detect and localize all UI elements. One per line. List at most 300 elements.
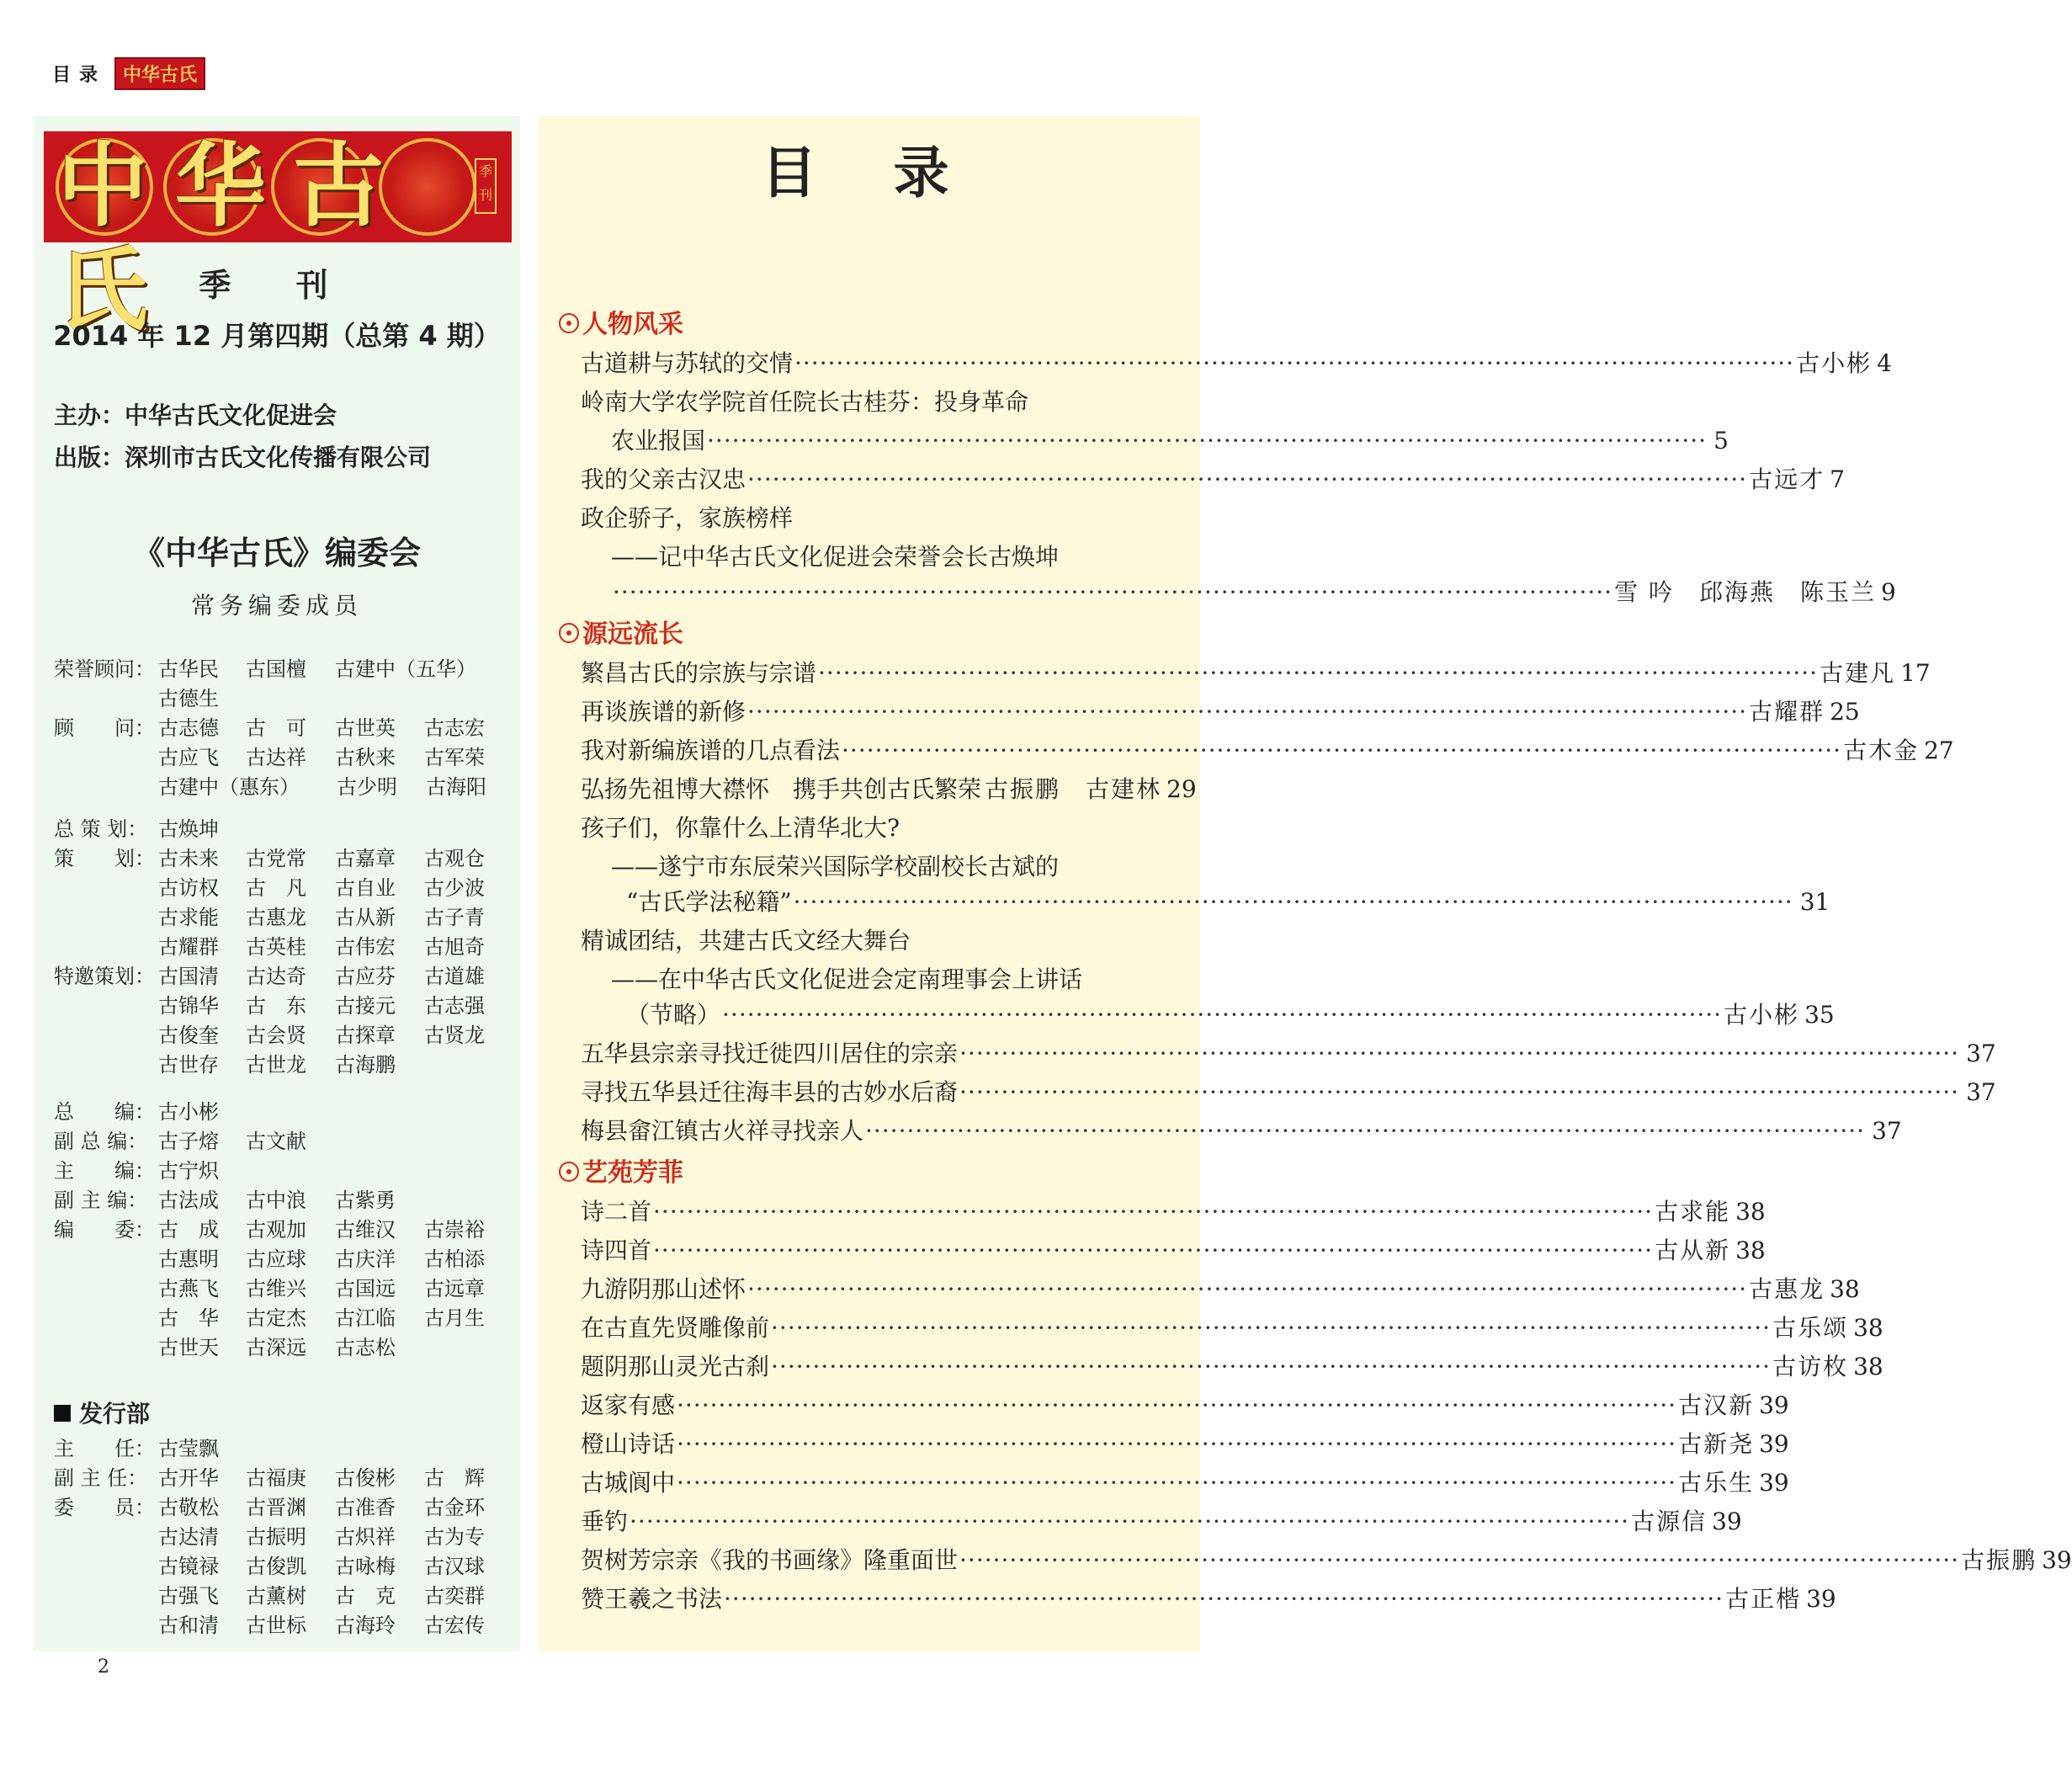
toc-entry bbox=[581, 1194, 1766, 1227]
staff-names bbox=[158, 714, 513, 743]
board-group-planning bbox=[54, 815, 525, 1080]
staff-row bbox=[54, 1021, 525, 1050]
staff-row bbox=[54, 1333, 525, 1363]
toc-leader bbox=[771, 1314, 1771, 1342]
staff-name: 古访权 bbox=[158, 876, 219, 900]
toc-entry-title: 诗二首 bbox=[581, 1198, 652, 1226]
square-bullet-icon bbox=[54, 1405, 71, 1422]
toc-leader bbox=[653, 1237, 1653, 1264]
staff-names bbox=[158, 1333, 424, 1363]
toc-entry-continuation: 农业报国 bbox=[611, 427, 706, 455]
staff-names bbox=[158, 655, 513, 684]
staff-name: 古维汉 bbox=[335, 1218, 396, 1242]
staff-role bbox=[54, 1021, 158, 1050]
staff-name: 古子青 bbox=[424, 906, 485, 929]
staff-role bbox=[54, 773, 158, 802]
staff-names bbox=[158, 903, 513, 933]
publisher-line: 出版：深圳市古氏文化传播有限公司 bbox=[54, 444, 432, 471]
toc-leader bbox=[677, 1391, 1676, 1419]
staff-name: 古观仓 bbox=[424, 847, 485, 870]
toc-leader bbox=[794, 888, 1793, 916]
staff-role bbox=[54, 1582, 158, 1611]
toc-section-heading bbox=[559, 613, 683, 650]
staff-role: 总 策 划： bbox=[54, 817, 148, 841]
staff-name: 古志松 bbox=[335, 1336, 396, 1359]
toc-section-name: 艺苑芳菲 bbox=[582, 1158, 683, 1188]
staff-row bbox=[54, 874, 525, 903]
toc-entry bbox=[581, 1310, 1883, 1343]
toc-entry bbox=[581, 345, 1892, 379]
toc-section-name: 源远流长 bbox=[582, 620, 683, 649]
staff-row bbox=[54, 1552, 525, 1582]
staff-role bbox=[54, 1274, 158, 1304]
staff-row bbox=[54, 815, 525, 844]
toc-entry-title: 赞王羲之书法 bbox=[581, 1585, 723, 1613]
staff-names bbox=[158, 992, 513, 1021]
staff-name: 古从新 bbox=[335, 906, 396, 929]
staff-name: 古汉球 bbox=[424, 1555, 485, 1578]
toc-leader bbox=[747, 698, 1747, 726]
staff-role: 副 主 编： bbox=[54, 1189, 148, 1212]
staff-name: 古 克 bbox=[335, 1584, 396, 1608]
staff-name: 古达奇 bbox=[246, 965, 306, 988]
staff-name: 古贤龙 bbox=[424, 1024, 485, 1047]
staff-row bbox=[54, 903, 525, 933]
toc-entry-page: 38 bbox=[1853, 1353, 1883, 1380]
toc-entry bbox=[611, 574, 1896, 608]
staff-name: 古志德 bbox=[158, 716, 219, 740]
staff-names bbox=[158, 1245, 513, 1274]
toc-entry-title: 政企骄子，家族榜样 bbox=[581, 504, 794, 532]
staff-names bbox=[158, 1493, 513, 1523]
staff-role bbox=[54, 1050, 158, 1080]
toc-entry-author: 古建凡 bbox=[1820, 659, 1896, 687]
staff-role: 总 编： bbox=[54, 1100, 155, 1124]
staff-row bbox=[54, 655, 525, 684]
toc-entry-page: 25 bbox=[1830, 698, 1860, 726]
staff-name: 古奕群 bbox=[424, 1584, 485, 1608]
board-group-editors bbox=[54, 1098, 525, 1363]
toc-leader bbox=[677, 1430, 1676, 1458]
toc-entry-continuation: “古氏学法秘籍” bbox=[626, 888, 792, 916]
toc-entry bbox=[626, 884, 1830, 917]
staff-names bbox=[158, 1215, 513, 1245]
staff-name: 古自业 bbox=[335, 876, 396, 900]
staff-name: 古法成 bbox=[158, 1189, 219, 1212]
staff-name: 古宏传 bbox=[424, 1614, 485, 1637]
staff-role: 副 总 编： bbox=[54, 1130, 148, 1153]
staff-name: 古世龙 bbox=[246, 1053, 306, 1077]
toc-entry bbox=[581, 1348, 1883, 1382]
staff-role: 委 员： bbox=[54, 1496, 155, 1519]
staff-name: 古定杰 bbox=[246, 1306, 306, 1330]
toc-entry-author: 古耀群 bbox=[1749, 698, 1825, 726]
staff-name: 古准香 bbox=[335, 1496, 396, 1519]
toc-entry-title: 我的父亲古汉忠 bbox=[581, 465, 746, 493]
staff-names bbox=[158, 815, 246, 844]
section-bullet-icon bbox=[559, 313, 579, 333]
staff-name: 古燕飞 bbox=[158, 1277, 219, 1300]
toc-leader bbox=[613, 578, 1612, 606]
toc-entry-author: 古求能 bbox=[1655, 1198, 1731, 1226]
toc-leader bbox=[630, 1508, 1629, 1535]
distribution-title: 发行部 bbox=[54, 1396, 150, 1429]
toc-entry-page: 35 bbox=[1804, 1001, 1835, 1029]
staff-name: 古 辉 bbox=[424, 1466, 485, 1490]
toc-entry-page: 39 bbox=[1759, 1469, 1789, 1497]
staff-name: 古海玲 bbox=[335, 1614, 396, 1637]
staff-name: 古海鹏 bbox=[335, 1053, 396, 1077]
staff-name: 古柏添 bbox=[424, 1247, 485, 1271]
staff-name: 古德生 bbox=[158, 687, 219, 710]
toc-entry-title: 再谈族谱的新修 bbox=[581, 698, 746, 726]
toc-entry-page: 38 bbox=[1853, 1314, 1883, 1342]
staff-name: 古会贤 bbox=[246, 1024, 306, 1047]
toc-entry-title: 在古直先贤雕像前 bbox=[581, 1314, 770, 1342]
staff-role bbox=[54, 1245, 158, 1274]
staff-name: 古庆洋 bbox=[335, 1247, 396, 1271]
staff-role: 顾 问： bbox=[54, 716, 155, 740]
toc-entry-author: 古小彬 bbox=[1724, 1001, 1800, 1029]
staff-names bbox=[158, 1186, 424, 1215]
host-line: 主办：中华古氏文化促进会 bbox=[54, 402, 337, 429]
toc-leader bbox=[707, 427, 1707, 455]
staff-row bbox=[54, 1523, 525, 1552]
toc-title: 目 录 bbox=[761, 140, 978, 205]
staff-name: 古未来 bbox=[158, 847, 219, 870]
staff-name: 古文献 bbox=[246, 1130, 306, 1153]
toc-entry bbox=[581, 732, 1954, 766]
toc-entry-title: 古道耕与苏轼的交情 bbox=[581, 349, 794, 377]
toc-entry-author: 古乐生 bbox=[1678, 1469, 1755, 1497]
toc-entry-page: 37 bbox=[1966, 1078, 1996, 1106]
toc-entry-page: 39 bbox=[1759, 1391, 1789, 1419]
staff-name: 古远章 bbox=[424, 1277, 485, 1300]
staff-name: 古俊奎 bbox=[158, 1024, 219, 1047]
toc-entry-page: 38 bbox=[1735, 1198, 1766, 1226]
toc-entry-title: 孩子们，你靠什么上清华北大? bbox=[581, 814, 901, 842]
toc-leader bbox=[959, 1040, 1959, 1067]
staff-name: 古和清 bbox=[158, 1614, 219, 1637]
staff-name: 古探章 bbox=[335, 1024, 396, 1047]
staff-names bbox=[158, 743, 513, 773]
staff-names bbox=[158, 1021, 513, 1050]
toc-entry-page: 27 bbox=[1924, 737, 1954, 764]
staff-name: 古福庚 bbox=[246, 1466, 306, 1490]
staff-names bbox=[158, 962, 513, 992]
staff-name: 古旭奇 bbox=[424, 935, 485, 959]
toc-entry-author: 古惠龙 bbox=[1749, 1275, 1825, 1303]
staff-name: 古开华 bbox=[158, 1466, 219, 1490]
logo-text: 中华古氏 bbox=[57, 134, 412, 343]
toc-entry-page: 4 bbox=[1877, 349, 1892, 377]
toc-entry bbox=[581, 1271, 1860, 1305]
toc-entry bbox=[581, 461, 1845, 495]
staff-names bbox=[158, 1523, 513, 1552]
staff-row bbox=[54, 1050, 525, 1080]
toc-section-name: 人物风采 bbox=[582, 310, 683, 339]
toc-entry-title: 垂钓 bbox=[581, 1508, 629, 1535]
toc-entry-continuation: （节略） bbox=[626, 1001, 721, 1029]
toc-entry-title: 我对新编族谱的几点看法 bbox=[581, 737, 841, 764]
staff-name: 古锦华 bbox=[158, 994, 219, 1018]
staff-name: 古振明 bbox=[246, 1525, 306, 1549]
logo-seal: 季刊 bbox=[475, 158, 497, 214]
staff-name: 古俊彬 bbox=[335, 1466, 396, 1490]
distribution-group bbox=[54, 1434, 525, 1641]
toc-entry-page: 38 bbox=[1735, 1237, 1766, 1264]
staff-names bbox=[158, 1157, 246, 1186]
staff-row bbox=[54, 1582, 525, 1611]
toc-entry bbox=[581, 1542, 2072, 1576]
staff-role bbox=[54, 933, 158, 962]
staff-name: 古 可 bbox=[246, 716, 306, 740]
staff-name: 古求能 bbox=[158, 906, 219, 929]
toc-entry-title: 九游阴那山述怀 bbox=[581, 1275, 746, 1303]
frequency-label: 季 刊 bbox=[199, 266, 355, 304]
board-subtitle: 常务编委成员 bbox=[190, 592, 363, 620]
toc-leader bbox=[747, 1275, 1747, 1303]
staff-name: 古军荣 bbox=[424, 746, 485, 769]
staff-names bbox=[158, 874, 513, 903]
staff-name: 古世存 bbox=[158, 1053, 219, 1077]
staff-name: 古华民 bbox=[158, 657, 219, 681]
toc-entry bbox=[626, 997, 1835, 1030]
staff-name: 古小彬 bbox=[158, 1100, 219, 1124]
toc-entry bbox=[581, 1387, 1789, 1421]
staff-row bbox=[54, 1186, 525, 1215]
staff-names bbox=[158, 773, 515, 802]
toc-entry bbox=[611, 423, 1729, 456]
staff-role bbox=[54, 874, 158, 903]
toc-entry-title: 题阴那山灵光古刹 bbox=[581, 1353, 770, 1380]
staff-name: 古惠龙 bbox=[246, 906, 306, 929]
staff-row bbox=[54, 1127, 525, 1157]
toc-entry-subtitle: ——记中华古氏文化促进会荣誉会长古焕坤 bbox=[611, 543, 1060, 571]
staff-name: 古国檀 bbox=[246, 657, 306, 681]
toc-entry bbox=[581, 771, 1197, 805]
board-group-advisors bbox=[54, 655, 525, 802]
toc-entry-author: 古振鹏 古建林 bbox=[985, 775, 1162, 803]
staff-row bbox=[54, 1274, 525, 1304]
staff-role: 主 任： bbox=[54, 1437, 155, 1460]
masthead-panel bbox=[34, 116, 520, 1651]
staff-role bbox=[54, 1552, 158, 1582]
staff-name: 古应芬 bbox=[335, 965, 396, 988]
toc-entry-page: 5 bbox=[1713, 427, 1729, 455]
toc-entry-title: 古城阆中 bbox=[581, 1469, 676, 1497]
staff-name: 古世标 bbox=[246, 1614, 306, 1637]
staff-names bbox=[158, 1464, 513, 1493]
staff-name: 古国清 bbox=[158, 965, 219, 988]
staff-names bbox=[158, 844, 513, 874]
issue-line: 2014 年 12 月第四期（总第 4 期） bbox=[53, 320, 501, 352]
toc-entry-title: 岭南大学农学院首任院长古桂芬：投身革命 bbox=[581, 388, 1029, 416]
staff-name: 古咏梅 bbox=[335, 1555, 396, 1578]
staff-name: 古秋来 bbox=[335, 746, 396, 769]
staff-name: 古接元 bbox=[335, 994, 396, 1018]
toc-leader bbox=[677, 1469, 1676, 1497]
staff-name: 古敬松 bbox=[158, 1496, 219, 1519]
toc-entry-author: 古远才 bbox=[1749, 465, 1825, 493]
toc-entry-author: 古木金 bbox=[1843, 737, 1920, 764]
staff-row bbox=[54, 1434, 525, 1464]
toc-entry-author: 古汉新 bbox=[1678, 1391, 1755, 1419]
toc-leader bbox=[818, 659, 1818, 687]
staff-row bbox=[54, 1215, 525, 1245]
toc-leader bbox=[842, 737, 1841, 764]
toc-leader bbox=[794, 349, 1794, 377]
staff-role bbox=[54, 903, 158, 933]
header-badge: 中华古氏 bbox=[114, 57, 205, 90]
staff-name: 古宁炽 bbox=[158, 1159, 219, 1183]
toc-leader bbox=[724, 1585, 1724, 1613]
staff-role: 特邀策划： bbox=[54, 965, 155, 988]
staff-names bbox=[158, 1274, 513, 1304]
staff-name: 古 成 bbox=[158, 1218, 219, 1242]
toc-entry-title: 贺树芳宗亲《我的书画缘》隆重面世 bbox=[581, 1546, 959, 1574]
toc-entry-subtitle: ——遂宁市东辰荣兴国际学校副校长古斌的 bbox=[611, 853, 1060, 880]
staff-name: 古海阳 bbox=[426, 775, 486, 799]
toc-entry-title: 返家有感 bbox=[581, 1391, 676, 1419]
toc-entry bbox=[581, 1503, 1742, 1537]
staff-row bbox=[54, 1157, 525, 1186]
toc-leader bbox=[865, 1117, 1865, 1145]
toc-entry bbox=[581, 1581, 1836, 1614]
toc-entry-page: 9 bbox=[1880, 578, 1896, 606]
staff-names bbox=[158, 1050, 424, 1080]
staff-name: 古建中（五华） bbox=[335, 657, 476, 681]
staff-name: 古深远 bbox=[246, 1336, 306, 1359]
staff-name: 古应球 bbox=[246, 1247, 306, 1271]
staff-names bbox=[158, 684, 246, 714]
staff-name: 古薰树 bbox=[246, 1584, 306, 1608]
toc-entry bbox=[581, 694, 1860, 727]
staff-role bbox=[54, 684, 158, 714]
toc-entry-page: 39 bbox=[1712, 1508, 1742, 1535]
toc-leader bbox=[653, 1198, 1653, 1226]
toc-leader bbox=[722, 1001, 1722, 1029]
staff-name: 古志强 bbox=[424, 994, 485, 1018]
toc-entry-title: 诗四首 bbox=[581, 1237, 652, 1264]
staff-name: 古达祥 bbox=[246, 746, 306, 769]
staff-name: 古道雄 bbox=[424, 965, 485, 988]
staff-names bbox=[158, 1127, 335, 1157]
toc-section-heading bbox=[559, 1151, 683, 1189]
staff-name: 古莹飘 bbox=[158, 1437, 219, 1460]
toc-entry-page: 37 bbox=[1872, 1117, 1902, 1145]
toc-entry-title: 弘扬先祖博大襟怀 携手共创古氏繁荣 bbox=[581, 775, 982, 803]
staff-row bbox=[54, 992, 525, 1021]
toc-entry-title: 寻找五华县迁往海丰县的古妙水后裔 bbox=[581, 1078, 959, 1106]
staff-name: 古镜禄 bbox=[158, 1555, 219, 1578]
staff-role: 主 编： bbox=[54, 1159, 155, 1183]
staff-role: 策 划： bbox=[54, 847, 155, 870]
toc-entry-author: 古从新 bbox=[1655, 1237, 1731, 1264]
toc-entry-author: 古小彬 bbox=[1796, 349, 1873, 377]
toc-entry-page: 38 bbox=[1830, 1275, 1860, 1303]
staff-name: 古为专 bbox=[424, 1525, 485, 1549]
staff-names bbox=[158, 1552, 513, 1582]
toc-entry bbox=[581, 1232, 1766, 1266]
toc-entry bbox=[581, 1035, 1996, 1069]
staff-name: 古俊凯 bbox=[246, 1555, 306, 1578]
staff-name: 古观加 bbox=[246, 1218, 306, 1242]
staff-name: 古 凡 bbox=[246, 876, 306, 900]
staff-role bbox=[54, 1523, 158, 1552]
staff-row bbox=[54, 1493, 525, 1523]
staff-row bbox=[54, 684, 525, 714]
toc-entry-author: 古正楷 bbox=[1725, 1585, 1802, 1613]
toc-entry-author: 古源信 bbox=[1631, 1508, 1708, 1535]
toc-entry-page: 39 bbox=[2042, 1546, 2072, 1574]
toc-entry-page: 17 bbox=[1900, 659, 1931, 687]
staff-name: 古惠明 bbox=[158, 1247, 219, 1271]
staff-row bbox=[54, 1304, 525, 1333]
toc-entry bbox=[581, 655, 1931, 689]
toc-entry-title: 五华县宗亲寻找迁徙四川居住的宗亲 bbox=[581, 1040, 959, 1067]
toc-entry-page: 39 bbox=[1759, 1430, 1789, 1458]
staff-role bbox=[54, 743, 158, 773]
running-header bbox=[52, 59, 205, 88]
staff-name: 古强飞 bbox=[158, 1584, 219, 1608]
staff-row bbox=[54, 1611, 525, 1641]
toc-entry bbox=[581, 1113, 1902, 1146]
staff-name: 古应飞 bbox=[158, 746, 219, 769]
staff-name: 古维兴 bbox=[246, 1277, 306, 1300]
section-bullet-icon bbox=[559, 623, 579, 643]
staff-name: 古少波 bbox=[424, 876, 485, 900]
toc-leader bbox=[771, 1353, 1771, 1380]
toc-leader bbox=[959, 1078, 1959, 1106]
staff-name: 古晋渊 bbox=[246, 1496, 306, 1519]
toc-leader bbox=[747, 465, 1747, 493]
staff-name: 古子熔 bbox=[158, 1130, 219, 1153]
staff-name: 古金环 bbox=[424, 1496, 485, 1519]
toc-entry-page: 31 bbox=[1799, 888, 1830, 916]
staff-name: 古江临 bbox=[335, 1306, 396, 1330]
staff-name: 古焕坤 bbox=[158, 817, 219, 841]
staff-name: 古世天 bbox=[158, 1336, 219, 1359]
staff-name: 古英桂 bbox=[246, 935, 306, 959]
header-label: 目录 bbox=[52, 64, 107, 86]
toc-section-heading bbox=[559, 303, 683, 340]
staff-row bbox=[54, 1464, 525, 1493]
staff-role bbox=[54, 992, 158, 1021]
staff-row bbox=[54, 773, 525, 802]
staff-names bbox=[158, 1582, 513, 1611]
staff-role bbox=[54, 1304, 158, 1333]
staff-name: 古崇裕 bbox=[424, 1218, 485, 1242]
staff-name: 古月生 bbox=[424, 1306, 485, 1330]
toc-entry-page: 39 bbox=[1806, 1585, 1836, 1613]
toc-panel bbox=[539, 116, 2072, 1651]
staff-names bbox=[158, 1434, 246, 1464]
toc-entry-title: 橙山诗话 bbox=[581, 1430, 676, 1458]
staff-name: 古嘉章 bbox=[335, 847, 396, 870]
staff-role bbox=[54, 1333, 158, 1363]
staff-name: 古建中（惠东） bbox=[158, 775, 300, 799]
toc-entry-author: 雪 吟 邱海燕 陈玉兰 bbox=[1614, 578, 1876, 606]
staff-names bbox=[158, 1098, 246, 1127]
section-bullet-icon bbox=[559, 1162, 579, 1182]
staff-role: 编 委： bbox=[54, 1218, 155, 1242]
toc-entry bbox=[581, 1426, 1789, 1460]
staff-name: 古世英 bbox=[335, 716, 396, 740]
staff-row bbox=[54, 1098, 525, 1127]
toc-entry-author: 古乐颂 bbox=[1772, 1314, 1849, 1342]
toc-entry-subtitle: ——在中华古氏文化促进会定南理事会上讲话 bbox=[611, 965, 1083, 993]
